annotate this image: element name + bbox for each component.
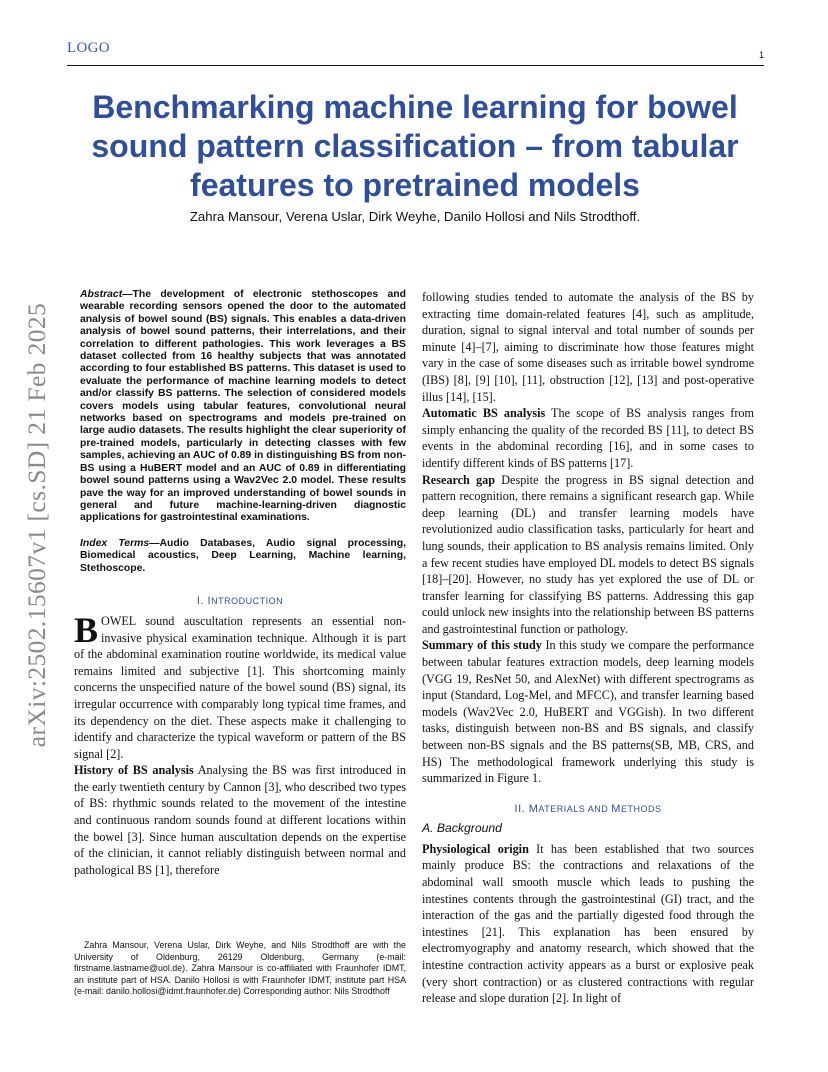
gap-label: Research gap: [422, 472, 496, 487]
physiological-paragraph: [422, 841, 754, 1007]
index-terms-lead: Index Terms—: [80, 537, 160, 549]
arxiv-stamp: [22, 290, 51, 760]
left-column: [74, 289, 406, 878]
automatic-analysis-paragraph: [422, 405, 754, 471]
subsection-background: A. Background: [422, 820, 502, 835]
drop-cap: B: [74, 609, 99, 650]
index-terms-text: Audio Databases, Audio signal processing, Biomedical acoustics, Deep Learning, Machine learning, Stethoscope.: [80, 537, 406, 574]
introduction-body: [74, 609, 406, 879]
header-rule: [67, 65, 764, 66]
section-smallcaps: ATERIALS AND: [538, 803, 612, 814]
author-list: Zahra Mansour, Verena Uslar, Dirk Weyhe, Danilo Hollosi and Nils Strodthoff.: [189, 209, 641, 224]
gap-text: Despite the progress in BS signal detection and pattern recognition, there remains a significant research gap. While deep learning (DL) and transfer learning models have revolutionized audio classification tasks, particularly for heart and lung sounds, their application to BS analysis remains limited. Only a few recent studies have employed DL models to detect BS signals [18]–[20]. However, no study has yet explored the use of DL or transfer learning for classifying BS patterns. Addressing this gap could unlock new insights into the relationship between BS patterns and gastrointestinal function or pathology.: [422, 472, 754, 636]
section-heading-introduction: [74, 595, 406, 607]
page-number: 1: [758, 50, 764, 60]
auto-label: Automatic BS analysis: [422, 406, 546, 421]
right-column: [422, 289, 754, 1007]
section-smallcaps: NTRODUCTION: [211, 595, 284, 606]
paper-title: Benchmarking machine learning for bowel sound pattern classification – from tabular features to pretrained models: [91, 89, 739, 203]
abstract: [80, 289, 406, 525]
history-paragraph: [74, 762, 406, 878]
affiliation-footnote: [74, 940, 406, 998]
index-terms: [80, 538, 406, 575]
section-numeral: I.: [196, 594, 208, 607]
research-gap-paragraph: [422, 472, 754, 638]
abstract-text: The development of electronic stethoscopes and wearable recording sensors opened the door to the automated analysis of bowel sound (BS) signals. This enables a data-driven analysis of bowel sound patterns, their interrelations, and their correlation to different pathologies. This work leverages a BS dataset collected from 16 healthy subjects that was annotated according to four established BS patterns. This dataset is used to evaluate the performance of machine learning models to detect and/or classify BS patterns. The selection of considered models covers models using tabular features, convolutional neural networks based on spectrograms and models pre-trained on large audio datasets. The results highlight the clear superiority of pre-trained models, particularly in detecting classes with few samples, achieving an AUC of 0.89 in distinguishing BS from non-BS using a HuBERT model and an AUC of 0.89 in differentiating bowel sound patterns using a Wav2Vec 2.0 model. These results pave the way for an improved understanding of bowel sounds in general and future machine-learning-driven diagnostic applications for gastrointestinal examinations.: [80, 289, 406, 524]
section-heading-methods: [422, 803, 754, 815]
footnote-text: Zahra Mansour, Verena Uslar, Dirk Weyhe, and Nils Strodthoff are with the University of Oldenburg, 26129 Oldenburg, Germany (e-mail: firstname.lastname@uol.de). Zahra Mansour is co-affiliated with Fraunhofer IDMT, an institute part of HSA. Danilo Hollosi is with Fraunhofer IDMT, institute part HSA (e-mail: danilo.hollosi@idmt.fraunhofer.de) Corresponding author: Nils Strodthoff: [74, 940, 406, 997]
abstract-lead: Abstract—: [80, 289, 133, 300]
background-body: [422, 841, 754, 1007]
intro-paragraph: [74, 609, 406, 762]
section-numeral: II.: [514, 802, 529, 815]
phys-text: It has been established that two sources mainly produce BS: the contractions and relaxations of the abdominal wall smooth muscle which leads to pushing the intestines contents through the gastrointestinal (GI) tract, and the interaction of the gas and the partially digested food through the intestines [21]. This explanation has been ensured by electromyography and anatomy research, which showed that the intestine contraction activity appears as a burst or explosive peak (very short contraction) or as clustered contractions with regular release and slope duration [2]. In light of: [422, 841, 754, 1006]
journal-logo: LOGO: [67, 40, 110, 56]
auto-text: The scope of BS analysis ranges from simply enhancing the quality of the recorded BS [11], to detect BS events in the abdominal recording [16], and in some cases to identify different kinds of BS patterns [17].: [422, 406, 754, 470]
arxiv-id: arXiv:2502.15607v1 [cs.SD] 21 Feb 2025: [22, 302, 51, 748]
intro-text: OWEL sound auscultation represents an essential non-invasive physical examination technique. Although it is part of the abdominal examination routine worldwide, its medical value remains limited and subjective [1]. This shortcoming mainly concerns the unspecified nature of the bowel sound (BS) signal, its irregular occurrence with comparably long typical time frames, and its dependency on the diet. These aspects make it challenging to identify and characterize the typical waveform or pattern of the BS signal [2].: [74, 613, 406, 761]
summary-label: Summary of this study: [422, 638, 542, 653]
section-initial: M: [528, 802, 539, 815]
prior-work-paragraph: following studies tended to automate the analysis of the BS by extracting time domain-related features [4], such as amplitude, duration, signal to signal interval and total number of sounds per minute [4]–[7], aiming to discriminate how those features might vary in the case of some diseases such as irritable bowel syndrome (IBS) [8], [9] [10], [11], obstruction [12], [13] and post-operative illus [14], [15].: [422, 290, 754, 404]
right-body: [422, 289, 754, 787]
summary-text: In this study we compare the performance between tabular features extraction models, deep learning models (VGG 19, ResNet 50, and AlexNet) with different spectrograms as input (Standard, Log-Mel, and MFCC), and transfer learning based models (Wav2Vec 2.0, HuBERT and VGGish). In two different tasks, distinguish between non-BS and BS signals, and classify between non-BS signals and the BS patterns(SB, MB, CRS, and HS) The methodological framework underlying this study is summarized in Figure 1.: [422, 638, 754, 786]
phys-label: Physiological origin: [422, 841, 529, 856]
summary-paragraph: [422, 637, 754, 786]
section-initial: I: [207, 594, 212, 607]
section-smallcaps: ETHODS: [620, 803, 662, 814]
history-text: Analysing the BS was first introduced in the early twentieth century by Cannon [3], who described two types of BS: rhythmic sounds related to the movement of the intestine and continuous random sounds found at different locations within the bowel [3]. Since human auscultation depends on the expertise of the clinician, it cannot reliably distinguish between normal and pathological BS [1], therefore: [74, 763, 406, 877]
history-label: History of BS analysis: [74, 763, 194, 778]
section-initial: M: [611, 802, 621, 815]
